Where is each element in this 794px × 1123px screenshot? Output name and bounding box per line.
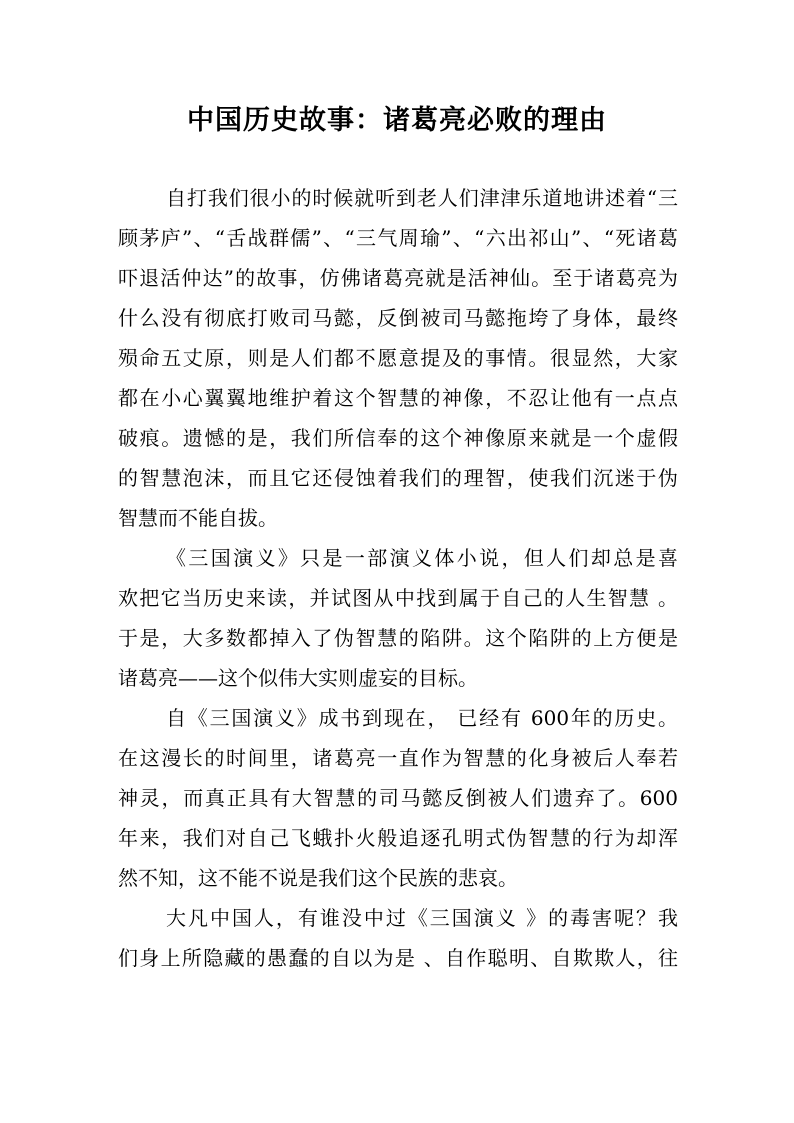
text-line: 神灵，而真正具有大智慧的司马懿反倒被人们遗弃了。600 [118, 786, 678, 810]
text-line: 在这漫长的时间里，诸葛亮一直作为智慧的化身被后人奉若 [118, 746, 678, 770]
text-line: 然不知，这不能不说是我们这个民族的悲哀。 [118, 866, 518, 890]
text-line: 智慧而不能自拔。 [118, 506, 278, 530]
text-line: 什么没有彻底打败司马懿，反倒被司马懿拖垮了身体，最终 [118, 306, 678, 330]
text-line: 的智慧泡沫，而且它还侵蚀着我们的理智，使我们沉迷于伪 [118, 466, 678, 490]
text-line: 年来，我们对自己飞蛾扑火般追逐孔明式伪智慧的行为却浑 [118, 826, 678, 850]
text-line: 欢把它当历史来读，并试图从中找到属于自己的人生智慧 。 [118, 586, 678, 610]
document-body [118, 178, 678, 978]
text-line: 《三国演义》只是一部演义体小说，但人们却总是喜 [166, 546, 678, 570]
text-line: 大凡中国人，有谁没中过《三国演义 》的毒害呢？我 [166, 906, 678, 930]
text-line: 都在小心翼翼地维护着这个智慧的神像，不忍让他有一点点 [118, 386, 678, 410]
paragraph [118, 178, 678, 538]
document-title: 中国历史故事：诸葛亮必败的理由 [187, 105, 607, 136]
text-line: 吓退活仲达”的故事，仿佛诸葛亮就是活神仙。至于诸葛亮为 [118, 266, 678, 290]
text-line: 们身上所隐藏的愚蠢的自以为是 、自作聪明、自欺欺人，往 [118, 946, 678, 970]
paragraph [118, 898, 678, 978]
text-line: 殒命五丈原，则是人们都不愿意提及的事情。很显然，大家 [118, 346, 678, 370]
text-line: 于是，大多数都掉入了伪智慧的陷阱。这个陷阱的上方便是 [118, 626, 678, 650]
paragraph [118, 538, 678, 698]
paragraph [118, 698, 678, 898]
text-line: 顾茅庐”、“舌战群儒”、“三气周瑜”、“六出祁山”、“死诸葛 [118, 226, 678, 250]
text-line: 破痕。遗憾的是，我们所信奉的这个神像原来就是一个虚假 [118, 426, 678, 450]
text-line: 诸葛亮——这个似伟大实则虚妄的目标。 [118, 666, 478, 690]
text-line: 自打我们很小的时候就听到老人们津津乐道地讲述着“三 [166, 186, 678, 210]
text-line: 自《三国演义》成书到现在， 已经有 600年的历史。 [166, 706, 678, 730]
